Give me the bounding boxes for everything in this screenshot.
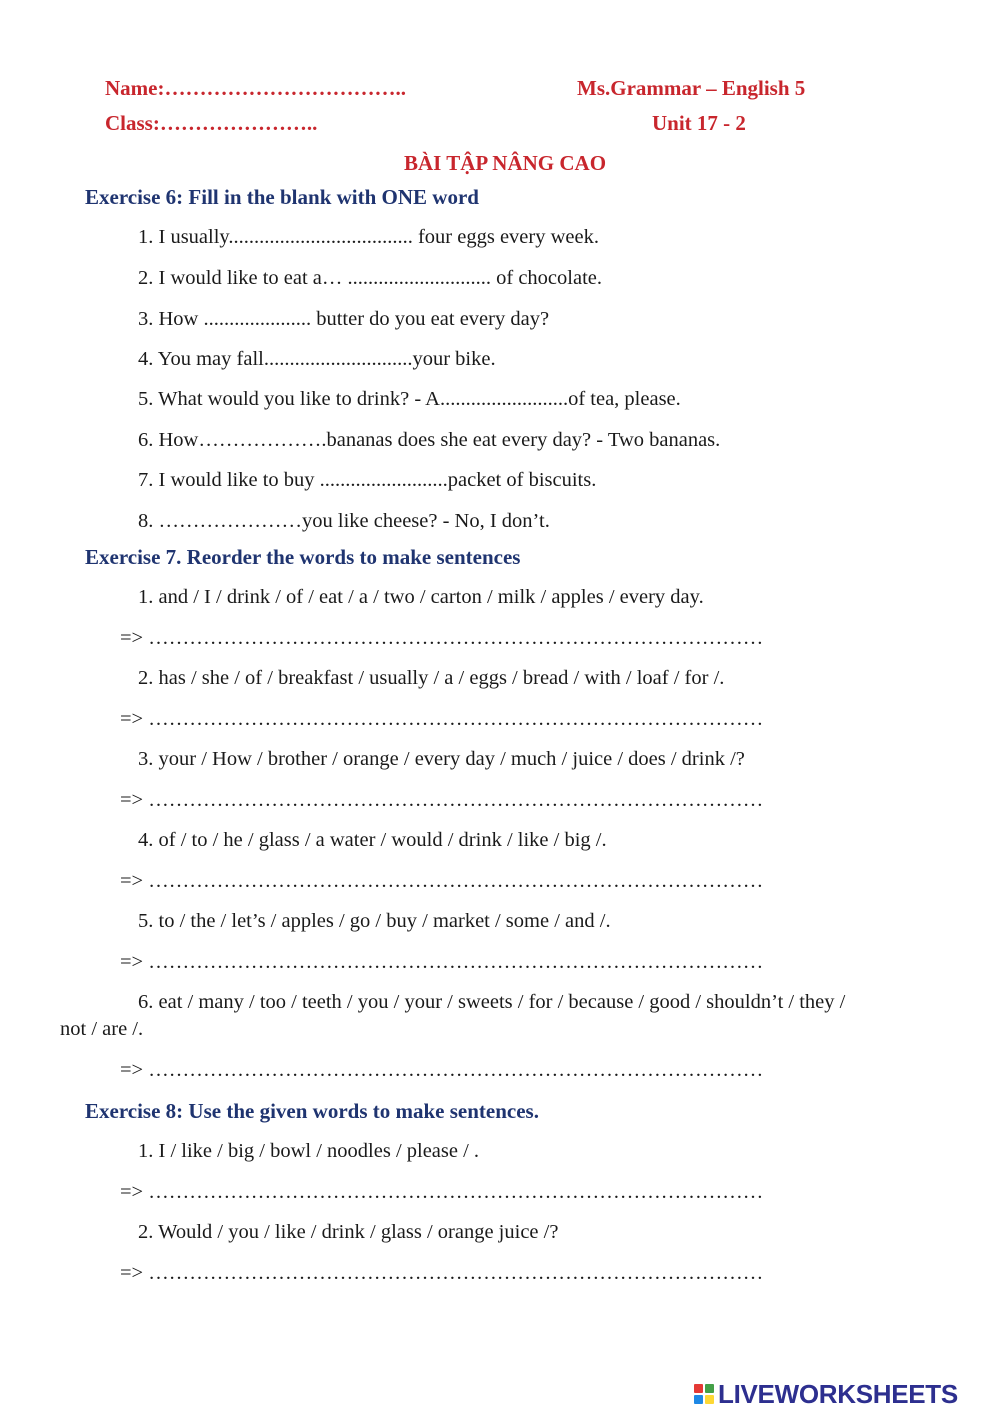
exercise-6-item: 5. What would you like to drink? - A.........................of tea, please. xyxy=(138,388,681,410)
liveworksheets-logo[interactable] xyxy=(694,1380,958,1408)
exercise-8-item: 2. Would / you / like / drink / glass / orange juice /? xyxy=(138,1221,559,1243)
answer-line[interactable]: => ……………………………………………………………………………… xyxy=(120,951,764,973)
exercise-7-heading: Exercise 7. Reorder the words to make sentences xyxy=(85,545,521,569)
exercise-7-item: 2. has / she / of / breakfast / usually / a / eggs / bread / with / loaf / for /. xyxy=(138,667,725,689)
exercise-6-item: 6. How……………….bananas does she eat every day? - Two bananas. xyxy=(138,429,721,451)
answer-line[interactable]: => ……………………………………………………………………………… xyxy=(120,1059,764,1081)
logo-mark-icon xyxy=(694,1384,714,1404)
unit-label: Unit 17 - 2 xyxy=(652,111,746,135)
course-title: Ms.Grammar – English 5 xyxy=(577,76,806,100)
answer-line[interactable]: => ……………………………………………………………………………… xyxy=(120,1262,764,1284)
answer-line[interactable]: => ……………………………………………………………………………… xyxy=(120,789,764,811)
logo-square-red xyxy=(694,1384,703,1393)
name-field-label: Name:…………………………….. xyxy=(105,76,406,100)
exercise-7-item: 5. to / the / let’s / apples / go / buy / market / some / and /. xyxy=(138,910,611,932)
exercise-7-item: 1. and / I / drink / of / eat / a / two / carton / milk / apples / every day. xyxy=(138,586,704,608)
exercise-8-heading: Exercise 8: Use the given words to make sentences. xyxy=(85,1099,539,1123)
exercise-6-item: 3. How ..................... butter do you eat every day? xyxy=(138,308,550,330)
exercise-6-item: 2. I would like to eat a… ............................ of chocolate. xyxy=(138,267,602,289)
exercise-6-item: 4. You may fall.............................your bike. xyxy=(138,348,496,370)
class-field-label: Class:………………….. xyxy=(105,111,318,135)
logo-text: LIVEWORKSHEETS xyxy=(718,1378,958,1409)
logo-square-blue xyxy=(694,1395,703,1404)
exercise-6-heading: Exercise 6: Fill in the blank with ONE word xyxy=(85,185,479,209)
exercise-8-item: 1. I / like / big / bowl / noodles / please / . xyxy=(138,1140,480,1162)
exercise-6-item: 7. I would like to buy .........................packet of biscuits. xyxy=(138,469,597,491)
exercise-7-item-continuation: not / are /. xyxy=(60,1018,144,1040)
answer-line[interactable]: => ……………………………………………………………………………… xyxy=(120,627,764,649)
exercise-6-item: 1. I usually.................................... four eggs every week. xyxy=(138,226,599,248)
exercise-7-item: 4. of / to / he / glass / a water / would / drink / like / big /. xyxy=(138,829,607,851)
exercise-7-item: 3. your / How / brother / orange / every day / much / juice / does / drink /? xyxy=(138,748,745,770)
answer-line[interactable]: => ……………………………………………………………………………… xyxy=(120,708,764,730)
logo-square-yellow xyxy=(705,1395,714,1404)
answer-line[interactable]: => ……………………………………………………………………………… xyxy=(120,1181,764,1203)
exercise-6-item: 8. …………………you like cheese? - No, I don’t. xyxy=(138,510,550,532)
logo-square-green xyxy=(705,1384,714,1393)
page-title: BÀI TẬP NÂNG CAO xyxy=(404,151,607,175)
exercise-7-item: 6. eat / many / too / teeth / you / your / sweets / for / because / good / shouldn’t / they / xyxy=(138,991,846,1013)
answer-line[interactable]: => ……………………………………………………………………………… xyxy=(120,870,764,892)
